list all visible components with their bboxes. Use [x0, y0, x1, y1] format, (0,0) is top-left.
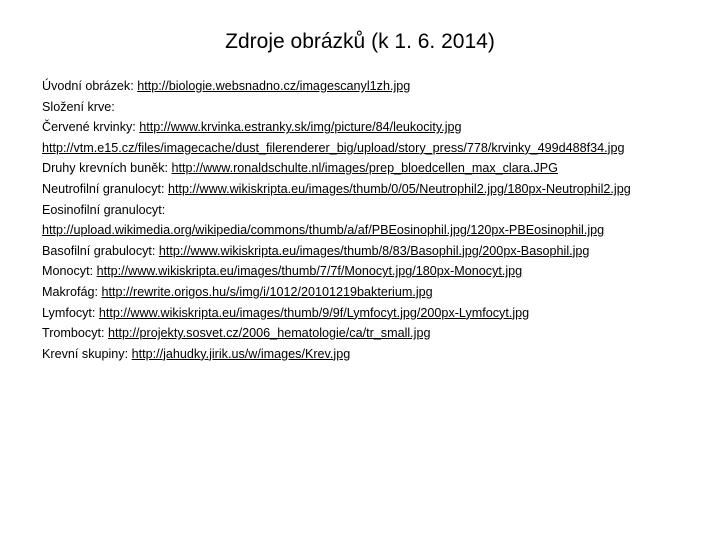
- list-item: [42, 200, 674, 241]
- source-link[interactable]: http://upload.wikimedia.org/wikipedia/commons/thumb/a/af/PBEosinophil.jpg/120px-PBEosinophil.jpg: [42, 223, 605, 238]
- list-item: [42, 97, 674, 118]
- entry-label: Úvodní obrázek:: [42, 79, 138, 93]
- list-item: [42, 138, 674, 159]
- source-link[interactable]: http://jahudky.jirik.us/w/images/Krev.jpg: [131, 346, 351, 361]
- source-link[interactable]: http://projekty.sosvet.cz/2006_hematologie/ca/tr_small.jpg: [108, 326, 431, 341]
- entry-label: Trombocyt:: [42, 326, 109, 341]
- list-item: [42, 323, 674, 344]
- page-title: Zdroje obrázků (k 1. 6. 2014): [225, 30, 495, 53]
- source-link[interactable]: http://biologie.websnadno.cz/imagescanyl1zh.jpg: [137, 79, 411, 93]
- list-item: [42, 241, 674, 262]
- list-item: [42, 261, 674, 282]
- source-link[interactable]: http://www.wikiskripta.eu/images/thumb/9/9f/Lymfocyt.jpg/200px-Lymfocyt.jpg: [98, 305, 530, 320]
- entry-label: Druhy krevních buněk:: [42, 161, 172, 176]
- source-link[interactable]: http://www.wikiskripta.eu/images/thumb/8/83/Basophil.jpg/200px-Basophil.jpg: [158, 243, 590, 258]
- entry-label: Eosinofilní granulocyt:: [42, 202, 166, 217]
- list-item: [42, 76, 674, 97]
- entry-label: Basofilní grabulocyt:: [42, 243, 159, 258]
- entry-label: Červené krvinky:: [42, 120, 140, 135]
- sources-list: [42, 76, 674, 364]
- list-item: [42, 303, 674, 324]
- entry-label: Složení krve:: [42, 99, 115, 114]
- source-link[interactable]: http://www.ronaldschulte.nl/images/prep_bloedcellen_max_clara.JPG: [171, 161, 558, 176]
- entry-label: Neutrofilní granulocyt:: [42, 181, 168, 196]
- entry-label: Makrofág:: [42, 284, 102, 299]
- source-link[interactable]: http://www.wikiskripta.eu/images/thumb/0/05/Neutrophil2.jpg/180px-Neutrophil2.jpg: [168, 181, 631, 196]
- source-link[interactable]: http://vtm.e15.cz/files/imagecache/dust_filerenderer_big/upload/story_press/778/krvinky_499d488f34.jpg: [42, 140, 625, 155]
- source-link[interactable]: http://www.wikiskripta.eu/images/thumb/7/7f/Monocyt.jpg/180px-Monocyt.jpg: [96, 264, 523, 279]
- entry-label: Monocyt:: [42, 264, 97, 279]
- list-item: [42, 179, 674, 200]
- list-item: [42, 282, 674, 303]
- list-item: [42, 158, 674, 179]
- source-link[interactable]: http://rewrite.origos.hu/s/img/i/1012/20101219bakterium.jpg: [101, 284, 433, 299]
- list-item: [42, 344, 674, 365]
- source-link[interactable]: http://www.krvinka.estranky.sk/img/picture/84/leukocity.jpg: [139, 120, 462, 135]
- list-item: [42, 117, 674, 138]
- entry-label: Krevní skupiny:: [42, 346, 132, 361]
- entry-label: Lymfocyt:: [42, 305, 99, 320]
